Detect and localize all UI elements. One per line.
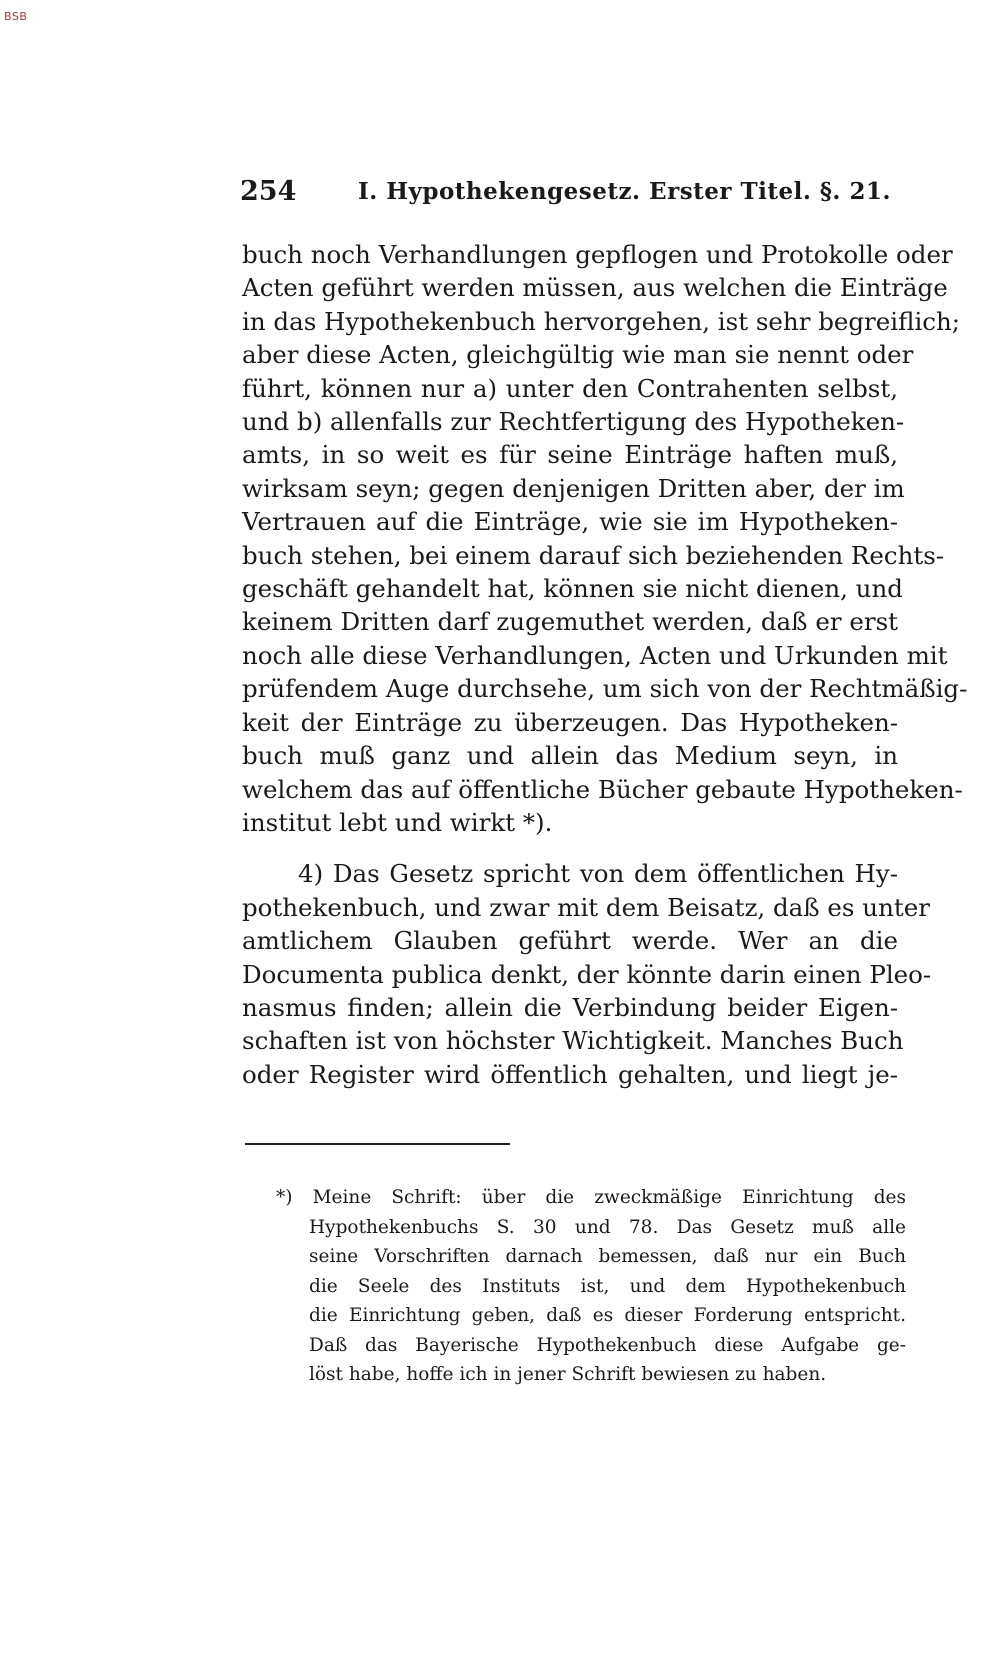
footnote-line: die Einrichtung geben, daß es dieser Forderung entspricht. [309,1305,906,1326]
text-line: Vertrauen auf die Einträge, wie sie im Hypotheken- [242,507,898,537]
text-line: Documenta publica denkt, der könnte darin einen Pleo- [242,959,932,989]
text-line: keinem Dritten darf zugemuthet werden, daß er erst [242,607,898,637]
text-line: wirksam seyn; gegen denjenigen Dritten aber, der im [242,473,905,503]
body-text [242,238,968,1091]
text-line: buch stehen, bei einem darauf sich beziehenden Rechts- [242,540,945,570]
text-line: prüfendem Auge durchsehe, um sich von der Rechtmäßig- [242,674,968,704]
footnote-line: seine Vorschriften darnach bemessen, daß nur ein Buch [309,1246,906,1267]
text-line: in das Hypothekenbuch hervorgehen, ist sehr begreiflich; [242,306,961,336]
text-line: aber diese Acten, gleichgültig wie man sie nennt oder [242,340,914,370]
text-line: amts, in so weit es für seine Einträge haften muß, [242,440,898,470]
text-line: und b) allenfalls zur Rechtfertigung des Hypotheken- [242,407,905,437]
text-line: amtlichem Glauben geführt werde. Wer an die [242,926,898,956]
text-line: geschäft gehandelt hat, können sie nicht dienen, und [242,574,903,604]
paragraph-1 [242,238,968,839]
text-line: nasmus finden; allein die Verbindung beider Eigen- [242,992,898,1022]
paragraph-2 [242,857,932,1091]
footnote-line: die Seele des Instituts ist, und dem Hypothekenbuch [309,1275,906,1297]
text-line: oder Register wird öffentlich gehalten, und liegt je- [242,1059,898,1089]
text-line: institut lebt und wirkt *). [242,807,553,837]
text-line: schaften ist von höchster Wichtigkeit. Manches Buch [242,1026,904,1056]
text-line: keit der Einträge zu überzeugen. Das Hypotheken- [242,707,898,737]
running-head: I. Hypothekengesetz. Erster Titel. §. 21. [358,178,891,205]
footnote [276,1183,906,1390]
text-line: buch noch Verhandlungen gepflogen und Protokolle oder [242,240,953,269]
footnote-divider [245,1143,510,1145]
footnote-line: Daß das Bayerische Hypothekenbuch diese Aufgabe ge- [309,1334,906,1356]
page-header [240,176,890,216]
text-line: 4) Das Gesetz spricht von dem öffentlichen Hy- [298,859,898,889]
footnote-line: *) Meine Schrift: über die zweckmäßige Einrichtung des [276,1187,906,1208]
library-mark: BSB [4,10,28,23]
text-line: pothekenbuch, und zwar mit dem Beisatz, daß es unter [242,892,930,922]
text-line: noch alle diese Verhandlungen, Acten und Urkunden mit [242,640,948,670]
text-line: Acten geführt werden müssen, aus welchen die Einträge [242,273,948,303]
footnote-line: Hypothekenbuchs S. 30 und 78. Das Gesetz muß alle [309,1216,906,1238]
text-line: welchem das auf öffentliche Bücher gebaute Hypotheken- [242,774,963,804]
page-number: 254 [240,176,297,207]
text-line: buch muß ganz und allein das Medium seyn, in [242,741,898,771]
text-line: führt, können nur a) unter den Contrahenten selbst, [242,373,898,403]
footnote-line: löst habe, hoffe ich in jener Schrift bewiesen zu haben. [309,1364,827,1385]
